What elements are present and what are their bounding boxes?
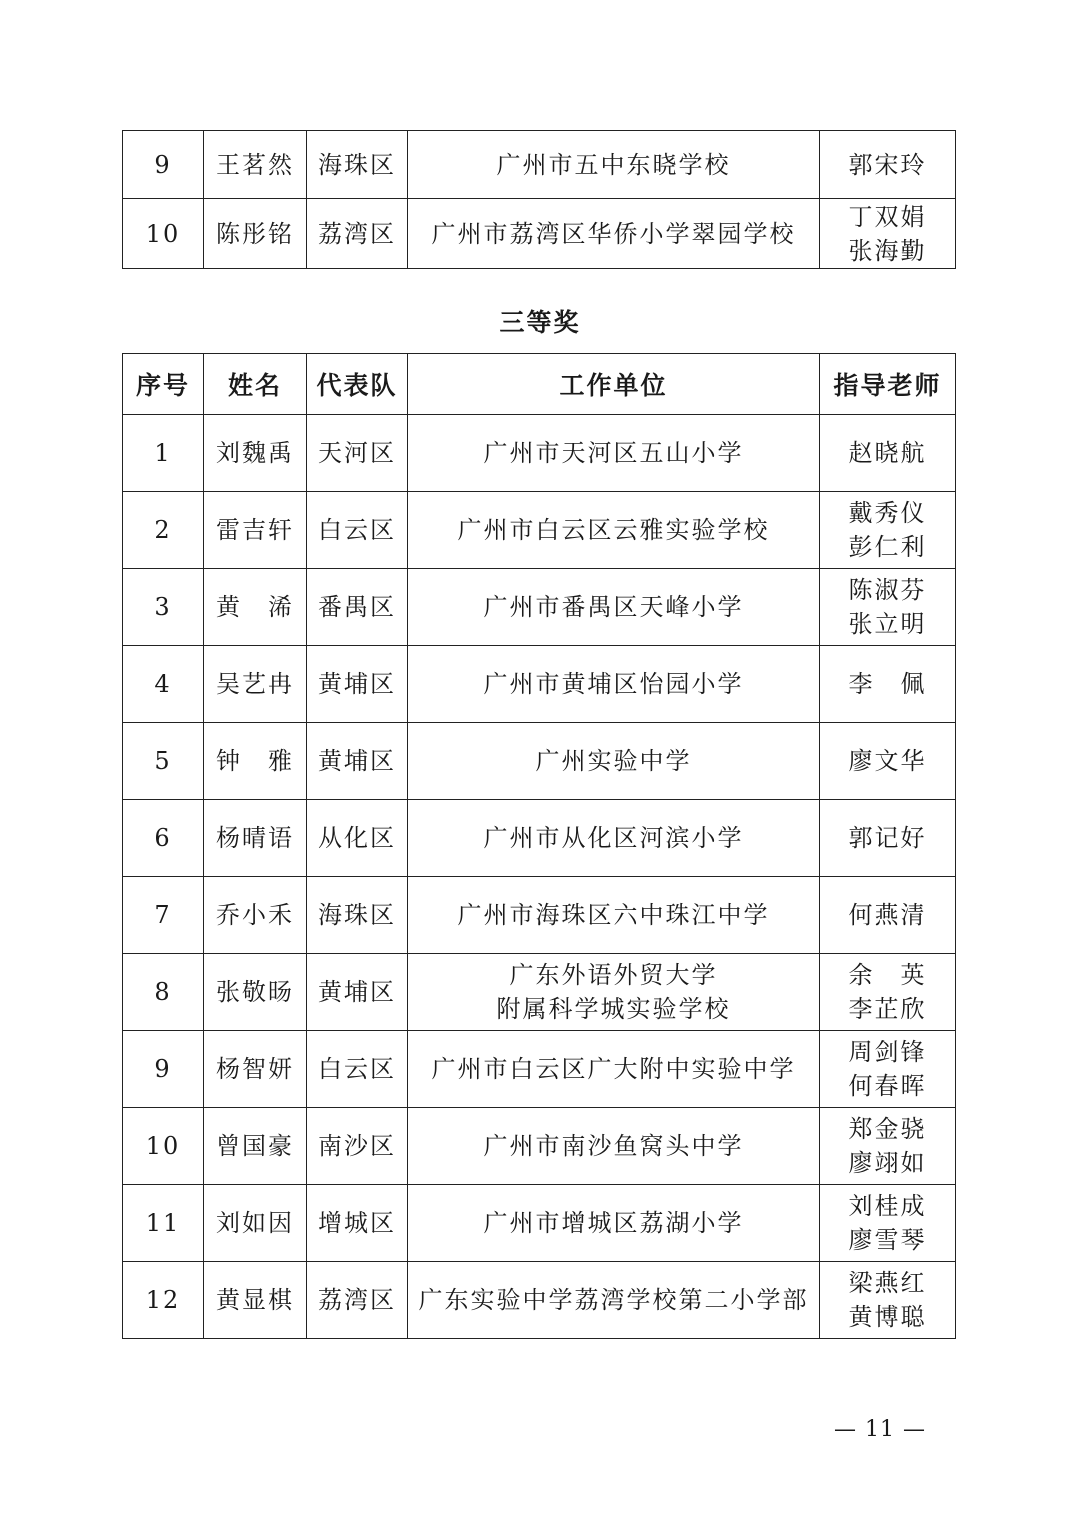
- third-prize-table: [122, 353, 956, 1339]
- cell-teacher: [820, 800, 956, 877]
- cell-no: [123, 954, 204, 1031]
- award-table-continued-body: [123, 131, 956, 269]
- cell-no: [123, 800, 204, 877]
- cell-name: [204, 800, 307, 877]
- cell-unit: [408, 877, 820, 954]
- cell-team-text: 荔湾区: [318, 219, 396, 248]
- cell-teacher-text: 廖翊如: [848, 1149, 927, 1177]
- cell-name: [204, 1262, 307, 1339]
- cell-teacher: [820, 492, 956, 569]
- cell-name: [204, 646, 307, 723]
- cell-team-text: 增城区: [318, 1209, 396, 1237]
- cell-unit: [408, 954, 820, 1031]
- cell-no: [123, 877, 204, 954]
- cell-name-text: 乔小禾: [216, 901, 294, 929]
- cell-teacher-text: 李 佩: [848, 670, 927, 698]
- table-row: [123, 569, 956, 646]
- cell-unit: [408, 723, 820, 800]
- header-team: 代表队: [307, 354, 408, 415]
- cell-teacher: [820, 1031, 956, 1108]
- cell-unit: [408, 800, 820, 877]
- cell-no: [123, 492, 204, 569]
- cell-unit-text: 广州市五中东晓学校: [496, 150, 731, 179]
- cell-name: [204, 1031, 307, 1108]
- cell-team-text: 黄埔区: [318, 670, 396, 698]
- cell-unit: [408, 646, 820, 723]
- cell-no-text: 3: [154, 593, 172, 621]
- cell-team: [307, 1108, 408, 1185]
- cell-name: [204, 492, 307, 569]
- table-row: [123, 131, 956, 199]
- cell-team: [307, 1185, 408, 1262]
- cell-name: [204, 199, 307, 269]
- cell-no-text: 10: [145, 219, 181, 248]
- cell-unit-text: 广东外语外贸大学: [509, 961, 718, 989]
- cell-unit-text: 广州市从化区河滨小学: [483, 824, 744, 852]
- cell-teacher-text: 梁燕红: [848, 1269, 927, 1297]
- cell-name-text: 黄显棋: [216, 1286, 294, 1314]
- cell-teacher-text: 张立明: [848, 610, 927, 638]
- cell-unit: [408, 492, 820, 569]
- cell-teacher-text: 周剑锋: [848, 1038, 927, 1066]
- cell-team-text: 荔湾区: [318, 1286, 396, 1314]
- table-row: [123, 646, 956, 723]
- cell-name-text: 陈彤铭: [216, 219, 294, 248]
- cell-name-text: 张敬旸: [216, 978, 294, 1006]
- table-row: [123, 800, 956, 877]
- cell-no: [123, 646, 204, 723]
- cell-teacher-text: 余 英: [848, 961, 927, 989]
- cell-name: [204, 723, 307, 800]
- cell-no-text: 8: [154, 978, 172, 1006]
- table-row: [123, 1108, 956, 1185]
- cell-name-text: 曾国豪: [216, 1132, 294, 1160]
- third-prize-table-body: [123, 415, 956, 1339]
- cell-name: [204, 954, 307, 1031]
- cell-teacher: [820, 1262, 956, 1339]
- cell-no-text: 7: [154, 901, 172, 929]
- cell-team-text: 海珠区: [318, 901, 396, 929]
- award-table-continued: [122, 130, 956, 269]
- table-row: [123, 199, 956, 269]
- cell-name-text: 黄 浠: [216, 593, 294, 621]
- cell-team-text: 番禺区: [318, 593, 396, 621]
- cell-team: [307, 646, 408, 723]
- cell-unit: [408, 1262, 820, 1339]
- table-row: [123, 492, 956, 569]
- cell-unit: [408, 1185, 820, 1262]
- table-row: [123, 1185, 956, 1262]
- cell-name-text: 杨晴语: [216, 824, 294, 852]
- cell-no: [123, 131, 204, 199]
- cell-teacher-text: 廖雪琴: [848, 1226, 927, 1254]
- cell-teacher: [820, 131, 956, 199]
- cell-team: [307, 415, 408, 492]
- cell-name-text: 杨智妍: [216, 1055, 294, 1083]
- cell-teacher: [820, 569, 956, 646]
- table-row: [123, 877, 956, 954]
- cell-teacher-text: 郭记好: [848, 824, 927, 852]
- cell-team: [307, 492, 408, 569]
- cell-team-text: 黄埔区: [318, 978, 396, 1006]
- cell-teacher-text: 陈淑芬: [848, 576, 927, 604]
- cell-no-text: 5: [154, 747, 172, 775]
- cell-team: [307, 954, 408, 1031]
- cell-name-text: 刘魏禹: [216, 439, 294, 467]
- cell-team: [307, 877, 408, 954]
- cell-unit: [408, 199, 820, 269]
- cell-name-text: 王茗然: [216, 150, 294, 179]
- cell-team: [307, 1262, 408, 1339]
- cell-no: [123, 1262, 204, 1339]
- cell-name: [204, 131, 307, 199]
- cell-team-text: 天河区: [318, 439, 396, 467]
- cell-no-text: 12: [145, 1286, 181, 1314]
- table-row: [123, 1262, 956, 1339]
- cell-teacher: [820, 646, 956, 723]
- cell-name-text: 吴艺冉: [216, 670, 294, 698]
- cell-unit-text: 广东实验中学荔湾学校第二小学部: [418, 1286, 809, 1314]
- header-teacher: 指导老师: [820, 354, 956, 415]
- cell-name: [204, 1108, 307, 1185]
- cell-teacher-text: 刘桂成: [848, 1192, 927, 1220]
- cell-no-text: 10: [145, 1132, 181, 1160]
- cell-team: [307, 569, 408, 646]
- cell-teacher-text: 张海勤: [848, 236, 927, 265]
- cell-unit: [408, 415, 820, 492]
- cell-teacher: [820, 1185, 956, 1262]
- cell-unit-text: 广州市白云区广大附中实验中学: [431, 1055, 796, 1083]
- cell-teacher-text: 戴秀仪: [848, 499, 927, 527]
- cell-no-text: 2: [154, 516, 172, 544]
- cell-teacher-text: 何春晖: [848, 1072, 927, 1100]
- cell-no-text: 9: [154, 1055, 172, 1083]
- cell-teacher-text: 彭仁利: [848, 533, 927, 561]
- cell-teacher-text: 廖文华: [848, 747, 927, 775]
- header-unit: 工作单位: [408, 354, 820, 415]
- cell-no: [123, 569, 204, 646]
- cell-no: [123, 415, 204, 492]
- cell-teacher-text: 李芷欣: [848, 995, 927, 1023]
- cell-team-text: 海珠区: [318, 150, 396, 179]
- cell-teacher-text: 郭宋玲: [848, 150, 927, 179]
- cell-no: [123, 199, 204, 269]
- cell-teacher-text: 丁双娟: [848, 202, 927, 231]
- cell-teacher: [820, 199, 956, 269]
- cell-name: [204, 569, 307, 646]
- cell-teacher-text: 黄博聪: [848, 1303, 927, 1331]
- cell-unit-text: 广州市南沙鱼窝头中学: [483, 1132, 744, 1160]
- table-row: [123, 954, 956, 1031]
- cell-name-text: 刘如因: [216, 1209, 294, 1237]
- cell-teacher-text: 郑金骁: [848, 1115, 927, 1143]
- cell-teacher: [820, 1108, 956, 1185]
- cell-no-text: 9: [154, 150, 172, 179]
- cell-unit-text: 广州市黄埔区怡园小学: [483, 670, 744, 698]
- cell-name-text: 雷吉轩: [216, 516, 294, 544]
- cell-team: [307, 723, 408, 800]
- cell-team-text: 白云区: [318, 1055, 396, 1083]
- header-no: 序号: [123, 354, 204, 415]
- cell-teacher: [820, 415, 956, 492]
- cell-unit-text: 广州市番禺区天峰小学: [483, 593, 744, 621]
- cell-unit: [408, 1031, 820, 1108]
- cell-name: [204, 1185, 307, 1262]
- cell-team-text: 南沙区: [318, 1132, 396, 1160]
- cell-no: [123, 1185, 204, 1262]
- cell-team-text: 从化区: [318, 824, 396, 852]
- cell-name: [204, 415, 307, 492]
- cell-no-text: 1: [154, 439, 172, 467]
- cell-no-text: 11: [145, 1209, 181, 1237]
- cell-unit: [408, 131, 820, 199]
- table-row: [123, 1031, 956, 1108]
- cell-name: [204, 877, 307, 954]
- cell-teacher: [820, 723, 956, 800]
- table-header-row: [123, 354, 956, 415]
- section-title-third-prize: 三等奖: [499, 308, 581, 337]
- cell-team-text: 黄埔区: [318, 747, 396, 775]
- cell-unit-text: 广州实验中学: [535, 747, 692, 775]
- table-row: [123, 415, 956, 492]
- cell-unit-text: 广州市增城区荔湖小学: [483, 1209, 744, 1237]
- table-row: [123, 723, 956, 800]
- cell-no: [123, 723, 204, 800]
- cell-teacher: [820, 877, 956, 954]
- cell-unit-text: 广州市白云区云雅实验学校: [457, 516, 770, 544]
- cell-unit-text: 广州市荔湾区华侨小学翠园学校: [431, 219, 796, 248]
- cell-no: [123, 1031, 204, 1108]
- cell-team: [307, 800, 408, 877]
- cell-unit: [408, 569, 820, 646]
- cell-teacher-text: 赵晓航: [848, 439, 927, 467]
- cell-no-text: 4: [154, 670, 172, 698]
- cell-teacher-text: 何燕清: [848, 901, 927, 929]
- cell-team: [307, 131, 408, 199]
- page-number: — 11 —: [834, 1417, 926, 1442]
- cell-unit-text: 附属科学城实验学校: [496, 995, 731, 1023]
- cell-team-text: 白云区: [318, 516, 396, 544]
- cell-unit-text: 广州市天河区五山小学: [483, 439, 744, 467]
- cell-teacher: [820, 954, 956, 1031]
- cell-team: [307, 199, 408, 269]
- cell-no: [123, 1108, 204, 1185]
- cell-unit-text: 广州市海珠区六中珠江中学: [457, 901, 770, 929]
- cell-team: [307, 1031, 408, 1108]
- cell-no-text: 6: [154, 824, 172, 852]
- cell-unit: [408, 1108, 820, 1185]
- header-name: 姓名: [204, 354, 307, 415]
- cell-name-text: 钟 雅: [216, 747, 294, 775]
